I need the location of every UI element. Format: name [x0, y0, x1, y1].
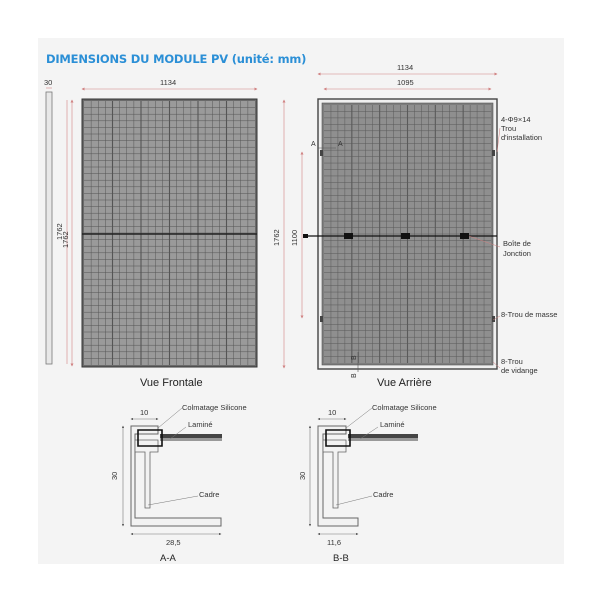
section-mark-b-bottom: B: [351, 373, 358, 378]
section-aa-frame-leader: [148, 496, 198, 505]
hole-spacing-label: 1100: [290, 229, 299, 246]
section-aa-laminate-label: Laminé: [188, 420, 213, 429]
rear-height-label: 1762: [272, 229, 281, 246]
install-hole-tr: [492, 150, 495, 156]
junction-box-3: [460, 233, 469, 239]
section-aa-frame-label: Cadre: [199, 490, 220, 499]
section-mark-a-left: A: [311, 141, 316, 148]
drain-hole-text-1: 8-Trou: [501, 357, 523, 366]
ground-hole-text: 8-Trou de masse: [501, 310, 558, 319]
section-aa-bottom-width: 28,5: [166, 538, 181, 547]
section-aa-frame-inner: [135, 440, 158, 508]
section-aa-silicone-leader: [158, 408, 182, 428]
front-view-caption: Vue Frontale: [140, 377, 203, 389]
section-bb-frame-inner: [323, 440, 346, 508]
section-aa-caption: A-A: [160, 553, 176, 564]
side-height-label: 1762: [55, 223, 64, 240]
section-bb-laminate: [348, 438, 418, 441]
section-mark-b-top: B: [351, 355, 358, 360]
section-bb-glass: [348, 434, 418, 438]
install-hole-tl: [320, 150, 323, 156]
rear-width-label: 1134: [397, 63, 414, 72]
side-profile: [46, 92, 52, 364]
side-view: [44, 78, 67, 364]
section-bb-frame-leader: [336, 496, 372, 505]
drain-hole-text-2: de vidange: [501, 366, 538, 375]
section-aa-glass: [160, 434, 222, 438]
section-bb-caption: B-B: [333, 553, 349, 564]
section-mark-a-right: A: [338, 141, 343, 148]
front-view: [61, 78, 257, 389]
junction-text-2: Jonction: [503, 249, 531, 258]
junction-box-1: [344, 233, 353, 239]
junction-text-1: Boîte de: [503, 239, 531, 248]
section-aa-silicone-label: Colmatage Silicone: [182, 403, 247, 412]
front-height-label: 1762: [61, 231, 70, 248]
install-hole-spec: 4-Φ9×14: [501, 115, 531, 124]
section-aa-laminate: [160, 438, 222, 441]
section-aa-height: 30: [110, 471, 119, 480]
section-aa-top-width: 10: [140, 408, 149, 417]
section-bb-laminate-label: Laminé: [380, 420, 405, 429]
section-aa: [110, 403, 247, 564]
section-bb-silicone-leader: [346, 408, 372, 428]
install-hole-bl: [320, 316, 323, 322]
install-hole-text-2: d'installation: [501, 133, 543, 142]
connector-left: [303, 234, 308, 238]
junction-box-2: [401, 233, 410, 239]
front-width-label: 1134: [160, 78, 177, 87]
section-bb-frame-label: Cadre: [373, 490, 394, 499]
section-bb-top-width: 10: [328, 408, 337, 417]
rear-view-caption: Vue Arrière: [377, 377, 432, 389]
front-cell-grid: [84, 101, 255, 365]
rear-view: [272, 63, 557, 389]
install-hole-text-1: Trou: [501, 124, 517, 133]
section-bb-silicone-label: Colmatage Silicone: [372, 403, 437, 412]
side-thickness-label: 30: [44, 78, 53, 87]
page-title: DIMENSIONS DU MODULE PV (unité: mm): [46, 52, 307, 66]
section-bb-height: 30: [298, 471, 307, 480]
section-bb: [298, 403, 437, 564]
section-bb-bottom-width: 11,6: [327, 538, 342, 547]
rear-inner-width-label: 1095: [397, 78, 414, 87]
